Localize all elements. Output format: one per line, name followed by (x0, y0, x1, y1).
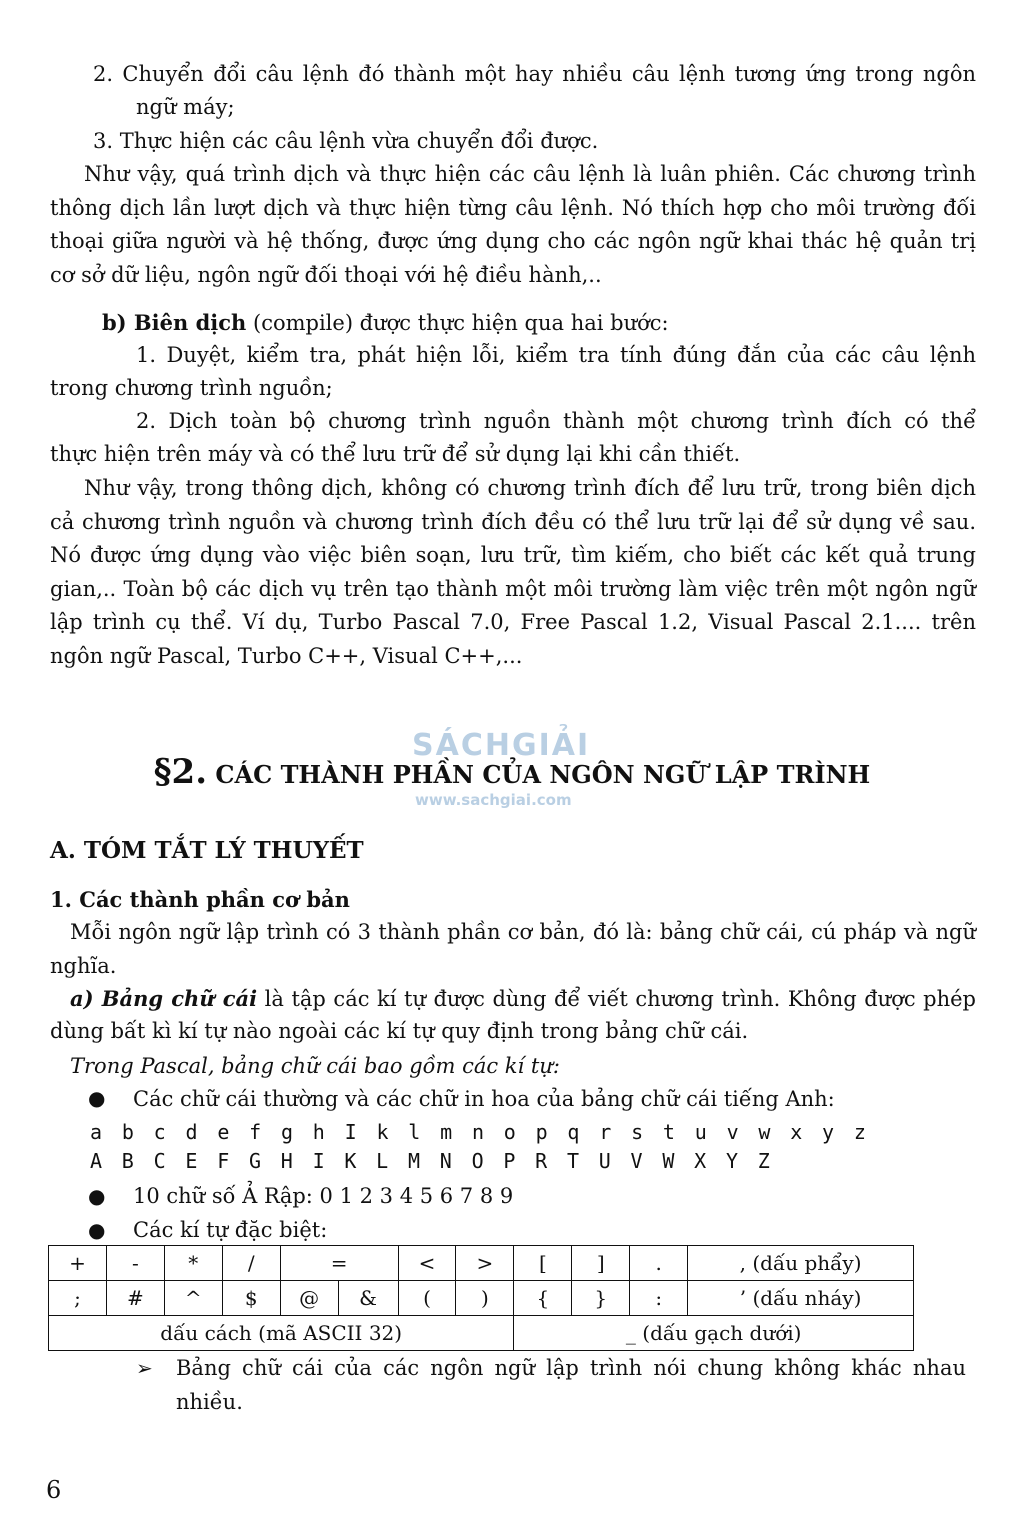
table-cell: ( (398, 1281, 456, 1316)
table-cell: : (630, 1281, 688, 1316)
letter: f (249, 1120, 262, 1144)
letter: L (376, 1149, 389, 1173)
table-cell: dấu cách (mã ASCII 32) (49, 1316, 514, 1351)
paragraph-line: cả chương trình nguồn và chương trình đích đều có thể lưu trữ lại để sử dụng về sau. (50, 510, 976, 534)
letter: I (344, 1120, 357, 1144)
table-cell: ; (49, 1281, 107, 1316)
table-cell: & (338, 1281, 398, 1316)
letter: w (758, 1120, 771, 1144)
section-number: §2. (153, 752, 208, 792)
table-row (49, 1281, 914, 1316)
letter: G (248, 1149, 262, 1173)
paragraph-line: Như vậy, quá trình dịch và thực hiện các câu lệnh là luân phiên. Các chương trình (84, 162, 976, 186)
letter: b (121, 1120, 134, 1144)
compile-step-1-line1: 1. Duyệt, kiểm tra, phát hiện lỗi, kiểm tra tính đúng đắn của các câu lệnh (136, 343, 976, 367)
paragraph-line: lập trình cụ thể. Ví dụ, Turbo Pascal 7.0, Free Pascal 1.2, Visual Pascal 2.1.... trên (50, 610, 976, 634)
bullet-text: 10 chữ số Ả Rập: 0 1 2 3 4 5 6 7 8 9 (133, 1184, 514, 1208)
letter: R (535, 1149, 548, 1173)
letter: g (280, 1120, 294, 1144)
section-title: CÁC THÀNH PHẦN CỦA NGÔN NGỮ LẬP TRÌNH (207, 760, 871, 789)
table-cell: ^ (164, 1281, 222, 1316)
table-cell: > (456, 1246, 514, 1281)
note-line: Bảng chữ cái của các ngôn ngữ lập trình nói chung không khác nhau (176, 1356, 966, 1380)
compile-rest: (compile) được thực hiện qua hai bước: (246, 311, 669, 335)
letter: u (694, 1120, 707, 1144)
letter: H (280, 1149, 293, 1173)
letter: p (535, 1120, 548, 1144)
paragraph-line: Như vậy, trong thông dịch, không có chương trình đích để lưu trữ, trong biên dịch (84, 476, 976, 500)
paragraph-line: gian,.. Toàn bộ các dịch vụ trên tạo thành một môi trường làm việc trên một ngôn ngữ (50, 577, 976, 601)
letter: B (121, 1149, 134, 1173)
bullet-icon: ● (88, 1184, 106, 1208)
table-cell: . (630, 1246, 688, 1281)
table-cell: } (572, 1281, 630, 1316)
letter: e (217, 1120, 230, 1144)
bullet-text: Các kí tự đặc biệt: (133, 1218, 328, 1242)
alphabet-definition (70, 982, 976, 1016)
bullet-icon: ● (88, 1218, 106, 1242)
table-cell: # (106, 1281, 164, 1316)
letter: k (376, 1120, 389, 1144)
table-cell: / (222, 1246, 280, 1281)
compile-heading (102, 306, 669, 340)
letter: m (440, 1120, 453, 1144)
watermark-url: www.sachgiai.com (415, 791, 572, 809)
letter: o (503, 1120, 516, 1144)
lowercase-letters (90, 1120, 866, 1144)
pascal-note: Trong Pascal, bảng chữ cái bao gồm các kí tự: (70, 1054, 560, 1078)
table-cell: [ (514, 1246, 572, 1281)
paragraph-line: thoại giữa người và hệ thống, được ứng dụng cho các ngôn ngữ khai thác hệ quản trị (50, 229, 976, 253)
letter: n (471, 1120, 484, 1144)
letter: E (185, 1149, 198, 1173)
table-cell: - (106, 1246, 164, 1281)
letter: l (408, 1120, 421, 1144)
letter: C (153, 1149, 166, 1173)
note-line: nhiều. (176, 1390, 243, 1414)
letter: X (694, 1149, 707, 1173)
paragraph-line: Nó được ứng dụng vào việc biên soạn, lưu trữ, tìm kiếm, cho biết các kết quả trung (50, 543, 976, 567)
letter: q (567, 1120, 580, 1144)
list-item-2-line2: ngữ máy; (136, 95, 235, 119)
letter: N (439, 1149, 452, 1173)
table-cell: * (164, 1246, 222, 1281)
table-cell: ’ (dấu nháy) (688, 1281, 914, 1316)
table-cell: _ (dấu gạch dưới) (514, 1316, 914, 1351)
letter: z (853, 1120, 866, 1144)
table-cell: + (49, 1246, 107, 1281)
letter: U (598, 1149, 611, 1173)
page-number: 6 (46, 1476, 62, 1504)
table-cell: = (280, 1246, 398, 1281)
letter: I (312, 1149, 325, 1173)
letter: M (407, 1149, 421, 1173)
table-row (49, 1316, 914, 1351)
letter: v (726, 1120, 739, 1144)
compile-step-2-line1: 2. Dịch toàn bộ chương trình nguồn thành một chương trình đích có thể (136, 409, 976, 433)
section-heading (0, 752, 1024, 792)
letter: T (566, 1149, 579, 1173)
letter: x (790, 1120, 803, 1144)
table-cell: < (398, 1246, 456, 1281)
letter: h (312, 1120, 325, 1144)
compile-step-2-line2: thực hiện trên máy và có thể lưu trữ để sử dụng lại khi cần thiết. (50, 442, 741, 466)
letter: P (503, 1149, 516, 1173)
letter: K (344, 1149, 357, 1173)
table-cell: $ (222, 1281, 280, 1316)
alphabet-line2: dùng bất kì kí tự nào ngoài các kí tự quy định trong bảng chữ cái. (50, 1019, 749, 1043)
letter: y (822, 1120, 835, 1144)
subsection-heading: 1. Các thành phần cơ bản (50, 887, 350, 912)
table-cell: ) (456, 1281, 514, 1316)
letter: a (90, 1120, 103, 1144)
letter: F (217, 1149, 230, 1173)
letter: Y (725, 1149, 738, 1173)
arrow-bullet-icon: ➢ (136, 1356, 153, 1380)
list-item-2-line1: 2. Chuyển đổi câu lệnh đó thành một hay nhiều câu lệnh tương ứng trong ngôn (93, 62, 976, 86)
table-cell: ] (572, 1246, 630, 1281)
letter: t (662, 1120, 675, 1144)
table-cell: , (dấu phẩy) (688, 1246, 914, 1281)
compile-label: b) Biên dịch (102, 310, 247, 335)
letter: r (599, 1120, 612, 1144)
table-cell: @ (280, 1281, 338, 1316)
uppercase-letters (90, 1149, 770, 1173)
letter: c (153, 1120, 166, 1144)
letter: s (631, 1120, 644, 1144)
alphabet-label: a) Bảng chữ cái (70, 986, 258, 1011)
bullet-text: Các chữ cái thường và các chữ in hoa của bảng chữ cái tiếng Anh: (133, 1087, 835, 1111)
bullet-icon: ● (88, 1086, 106, 1110)
special-characters-table (48, 1245, 914, 1351)
letter: V (630, 1149, 643, 1173)
table-row (49, 1246, 914, 1281)
watermark-brand: SÁCHGIẢI (412, 728, 591, 763)
letter: W (662, 1149, 675, 1173)
part-a-heading: A. TÓM TẮT LÝ THUYẾT (50, 837, 364, 864)
compile-step-1-line2: trong chương trình nguồn; (50, 376, 333, 400)
letter: Z (757, 1149, 770, 1173)
letter: O (471, 1149, 484, 1173)
paragraph-line: ngôn ngữ Pascal, Turbo C++, Visual C++,... (50, 644, 523, 668)
paragraph-line: cơ sở dữ liệu, ngôn ngữ đối thoại với hệ điều hành,.. (50, 263, 602, 287)
letter: A (90, 1149, 103, 1173)
intro-line: nghĩa. (50, 954, 117, 978)
alphabet-rest: là tập các kí tự được dùng để viết chương trình. Không được phép (257, 987, 976, 1011)
letter: d (185, 1120, 198, 1144)
table-cell: { (514, 1281, 572, 1316)
intro-line: Mỗi ngôn ngữ lập trình có 3 thành phần cơ bản, đó là: bảng chữ cái, cú pháp và ngữ (70, 920, 976, 944)
paragraph-line: thông dịch lần lượt dịch và thực hiện từng câu lệnh. Nó thích hợp cho môi trường đối (50, 196, 976, 220)
list-item-3: 3. Thực hiện các câu lệnh vừa chuyển đổi được. (93, 129, 599, 153)
